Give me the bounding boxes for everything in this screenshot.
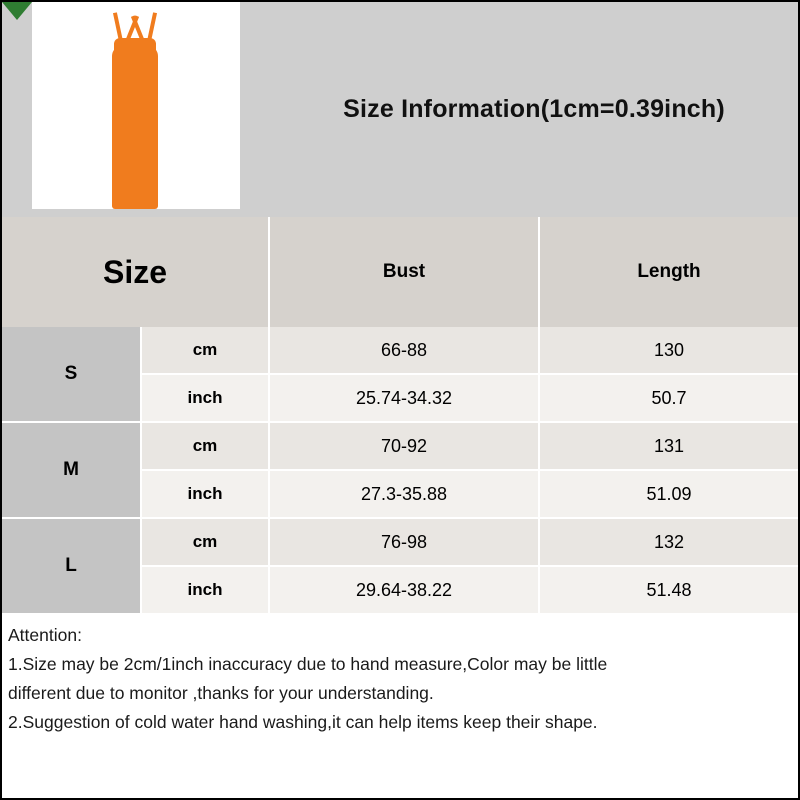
table-row: [142, 471, 798, 519]
table-row: [142, 519, 798, 567]
size-unit-rows-s: [142, 327, 798, 423]
corner-triangle-icon: [2, 2, 32, 20]
top-band: [2, 2, 798, 217]
cell-unit: inch: [142, 567, 270, 615]
table-row: [2, 423, 798, 519]
product-photo: [2, 2, 270, 217]
attention-heading: Attention:: [8, 625, 82, 645]
cell-bust: 66-88: [270, 327, 540, 375]
column-header-bust: Bust: [270, 217, 540, 327]
attention-line-3: 2.Suggestion of cold water hand washing,it can help items keep their shape.: [8, 712, 598, 732]
attention-line-1: 1.Size may be 2cm/1inch inaccuracy due to hand measure,Color may be little: [8, 654, 608, 674]
table-header-row: [2, 217, 798, 327]
dress-skirt: [112, 46, 158, 209]
cell-length: 51.48: [540, 567, 798, 615]
attention-block: [2, 615, 798, 737]
size-label-m: M: [2, 423, 142, 519]
cell-length: 132: [540, 519, 798, 567]
dress-illustration-icon: [98, 2, 178, 209]
cell-unit: cm: [142, 519, 270, 567]
title-cell: [270, 2, 798, 217]
column-header-size: Size: [2, 217, 270, 327]
cell-bust: 25.74-34.32: [270, 375, 540, 423]
table-row: [2, 519, 798, 615]
size-label-l: L: [2, 519, 142, 615]
cell-length: 51.09: [540, 471, 798, 519]
cell-bust: 29.64-38.22: [270, 567, 540, 615]
table-row: [142, 375, 798, 423]
table-row: [142, 567, 798, 615]
cell-bust: 27.3-35.88: [270, 471, 540, 519]
cell-unit: inch: [142, 375, 270, 423]
cell-unit: cm: [142, 327, 270, 375]
cell-length: 50.7: [540, 375, 798, 423]
table-row: [142, 327, 798, 375]
cell-unit: cm: [142, 423, 270, 471]
size-label-s: S: [2, 327, 142, 423]
cell-unit: inch: [142, 471, 270, 519]
cell-bust: 70-92: [270, 423, 540, 471]
cell-bust: 76-98: [270, 519, 540, 567]
size-unit-rows-l: [142, 519, 798, 615]
cell-length: 130: [540, 327, 798, 375]
cell-length: 131: [540, 423, 798, 471]
size-unit-rows-m: [142, 423, 798, 519]
table-row: [142, 423, 798, 471]
page-title: Size Information(1cm=0.39inch): [343, 95, 725, 123]
table-row: [2, 327, 798, 423]
column-header-length: Length: [637, 261, 701, 282]
size-table-body: [2, 327, 798, 615]
attention-line-2: different due to monitor ,thanks for your understanding.: [8, 683, 434, 703]
